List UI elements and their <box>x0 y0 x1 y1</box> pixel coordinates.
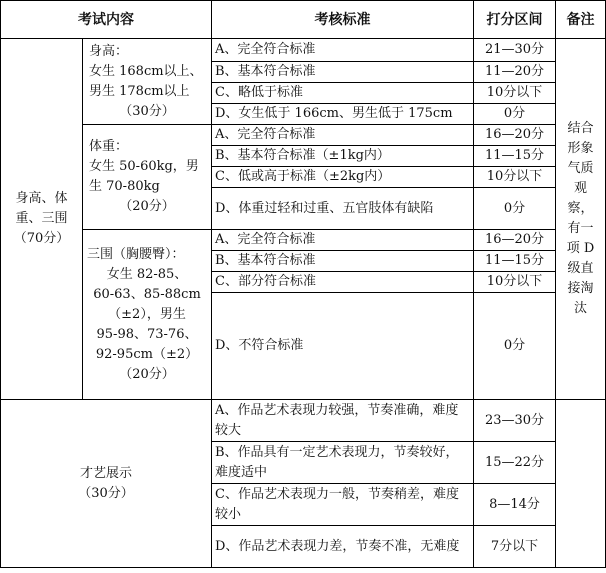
note-line: 观 <box>573 181 587 196</box>
standard-cell: B、作品具有一定艺术表现力，节奏较好，难度适中 <box>212 442 474 484</box>
score-cell: 0分 <box>474 188 556 230</box>
standard-cell: D、女生低于 166cm、男生低于 175cm <box>212 104 474 125</box>
sanwei-line: （20分） <box>119 366 175 382</box>
standard-cell: A、作品艺术表现力较强，节奏准确，难度较大 <box>212 400 474 442</box>
score-cell: 0分 <box>474 293 556 400</box>
table-row <box>1 230 606 251</box>
standard-cell: D、不符合标准 <box>212 293 474 400</box>
header-standard: 考核标准 <box>212 1 474 39</box>
standard-cell: A、完全符合标准 <box>212 230 474 251</box>
talent-label: 才艺展示 <box>79 465 132 481</box>
standard-cell: B、基本符合标准 <box>212 251 474 272</box>
score-cell: 10分以下 <box>474 167 556 188</box>
talent-points: （30分） <box>78 485 134 501</box>
score-cell: 16—20分 <box>474 125 556 146</box>
sanwei-line: 女生 82-85、 <box>106 266 188 282</box>
table-row <box>1 125 606 146</box>
score-cell: 16—20分 <box>474 230 556 251</box>
header-range: 打分区间 <box>474 1 556 39</box>
score-cell: 11—15分 <box>474 251 556 272</box>
height-line: 身高： <box>89 43 129 59</box>
note-line: 有一 <box>567 221 594 236</box>
note-line: 气质 <box>567 161 594 176</box>
header-content: 考试内容 <box>1 1 212 39</box>
score-cell: 8—14分 <box>474 484 556 526</box>
score-cell: 21—30分 <box>474 39 556 62</box>
group-body-label <box>1 39 83 400</box>
standard-cell: C、作品艺术表现力一般，节奏稍差，难度较小 <box>212 484 474 526</box>
standard-cell: D、体重过轻和过重、五官肢体有缺陷 <box>212 188 474 230</box>
standard-cell: C、部分符合标准 <box>212 272 474 293</box>
score-cell: 11—15分 <box>474 146 556 167</box>
note-cell <box>556 39 606 400</box>
sanwei-criteria <box>83 230 212 400</box>
weight-line: 生 70-80kg <box>89 179 160 194</box>
note-line: 级直 <box>567 261 594 276</box>
note-line: 项 D <box>566 241 595 256</box>
score-cell: 10分以下 <box>474 83 556 104</box>
height-line: 女生 168cm以上、 <box>89 63 203 79</box>
height-line: 男生 178cm以上 <box>89 83 190 99</box>
table-row <box>1 39 606 62</box>
sanwei-line: 92-95cm（±2） <box>95 346 199 362</box>
score-cell: 11—20分 <box>474 62 556 83</box>
note-line: 结合 <box>567 121 594 136</box>
group-body-label-text: 身高、体重、三围（70分） <box>13 191 70 246</box>
score-cell: 23—30分 <box>474 400 556 442</box>
note-line: 汰 <box>573 301 587 316</box>
weight-line: 体重： <box>89 139 129 154</box>
sanwei-line: 95-98、73-76、 <box>96 326 198 342</box>
standard-cell: B、基本符合标准（±1kg内） <box>212 146 474 167</box>
score-cell: 0分 <box>474 104 556 125</box>
table-row <box>1 400 606 442</box>
weight-line: （20分） <box>119 199 175 214</box>
sanwei-line: 60-63、85-88cm <box>93 286 201 302</box>
note-line: 察， <box>567 201 594 216</box>
standard-cell: C、略低于标准 <box>212 83 474 104</box>
sanwei-line: （±2），男生 <box>108 306 186 322</box>
score-cell: 7分以下 <box>474 526 556 568</box>
note-line: 形象 <box>567 141 594 156</box>
score-cell: 15—22分 <box>474 442 556 484</box>
standard-cell: B、基本符合标准 <box>212 62 474 83</box>
talent-criteria <box>1 400 212 568</box>
header-row <box>1 1 606 39</box>
standard-cell: A、完全符合标准 <box>212 125 474 146</box>
score-cell: 10分以下 <box>474 272 556 293</box>
standard-cell: A、完全符合标准 <box>212 39 474 62</box>
standard-cell: C、低或高于标准（±2kg内） <box>212 167 474 188</box>
weight-line: 女生 50-60kg，男 <box>89 159 199 174</box>
height-criteria <box>83 39 212 125</box>
header-note: 备注 <box>556 1 606 39</box>
weight-criteria <box>83 125 212 230</box>
note-empty-cell <box>556 400 606 568</box>
standard-cell: D、作品艺术表现力差，节奏不准，无难度 <box>212 526 474 568</box>
sanwei-line: 三围（胸腰臀）： <box>87 246 185 262</box>
note-line: 接淘 <box>567 281 594 296</box>
height-line: （30分） <box>119 103 175 119</box>
